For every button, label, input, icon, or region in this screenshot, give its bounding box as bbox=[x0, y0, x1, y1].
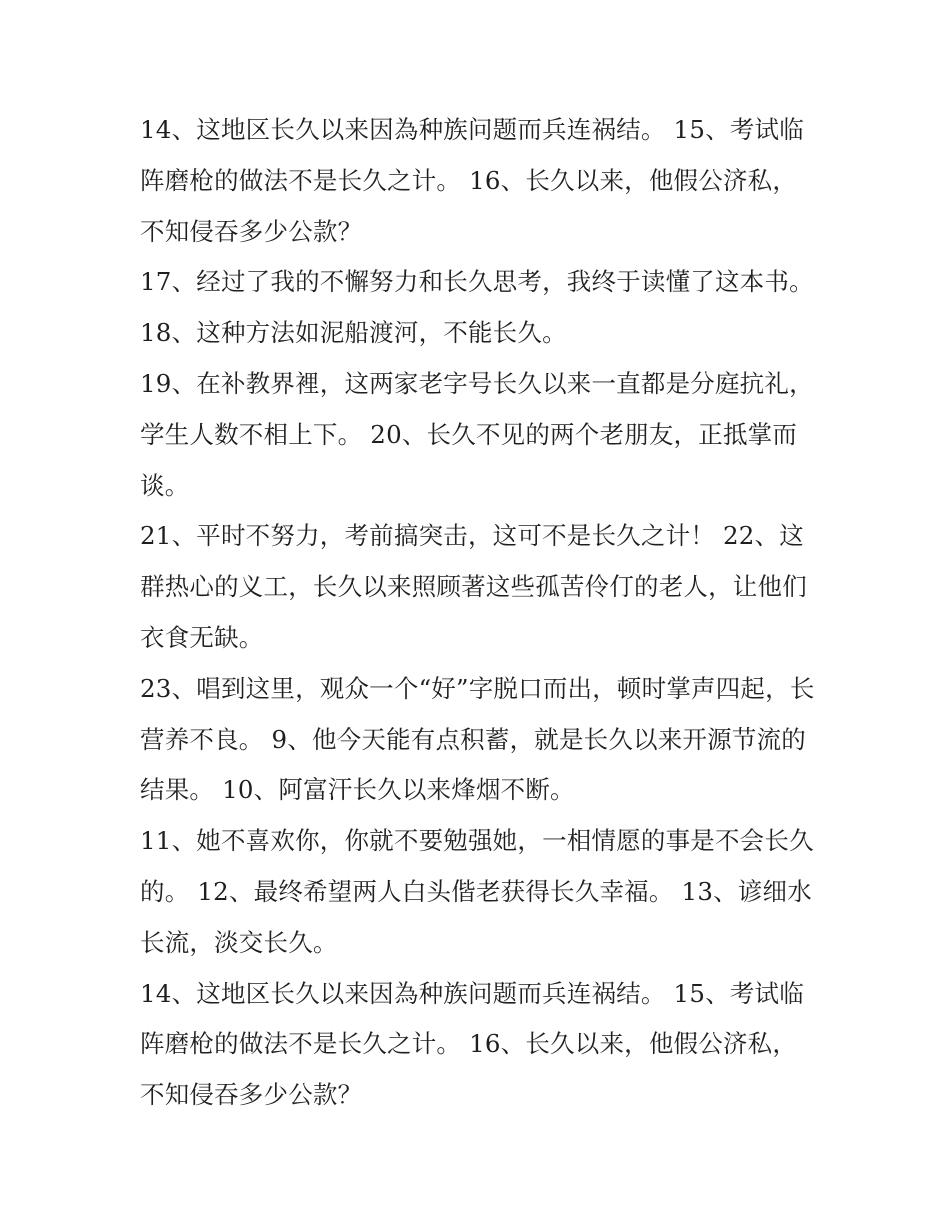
paragraph: 18、这种方法如泥船渡河，不能长久。 bbox=[140, 318, 567, 348]
paragraph: 17、经过了我的不懈努力和长久思考，我终于读懂了这本书。 bbox=[140, 267, 814, 297]
paragraph: 11、她不喜欢你，你就不要勉强她，一相情愿的事是不会长久的。 12、最终希望两人白头偕老获得长久幸福。 13、谚细水长流，淡交长久。 bbox=[140, 826, 814, 957]
paragraph: 19、在补教界裡，这两家老字号长久以来一直都是分庭抗礼，学生人数不相上下。 20、长久不见的两个老朋友，正抵掌而谈。 bbox=[140, 368, 814, 500]
paragraph: 23、唱到这里，观众一个“好”字脱口而出，顿时掌声四起，长营养不良。 9、他今天能有点积蓄，就是长久以来开源节流的结果。 10、阿富汗长久以来烽烟不断。 bbox=[140, 673, 815, 805]
paragraph: 14、这地区长久以来因為种族问题而兵连祸结。 15、考试临阵磨枪的做法不是长久之计。 16、长久以来，他假公济私，不知侵吞多少公款？ bbox=[140, 115, 804, 246]
paragraph: 14、这地区长久以来因為种族问题而兵连祸结。 15、考试临阵磨枪的做法不是长久之计。 16、长久以来，他假公济私，不知侵吞多少公款？ bbox=[140, 978, 804, 1110]
paragraph: 21、平时不努力，考前搞突击，这可不是长久之计！ 22、这群热心的义工，长久以来照顾著这些孤苦伶仃的老人，让他们衣食无缺。 bbox=[140, 521, 807, 652]
document-body bbox=[140, 105, 820, 1121]
